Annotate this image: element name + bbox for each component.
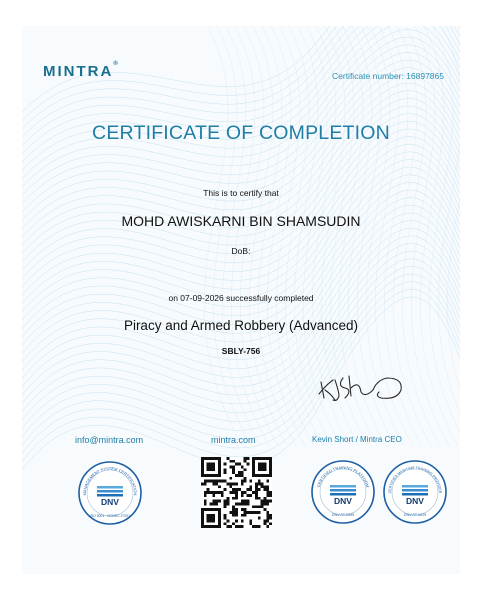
brand-logo: MINTRA®: [43, 61, 118, 80]
course-code: SBLY-756: [221, 346, 261, 356]
svg-text:DNV: DNV: [101, 497, 119, 507]
recipient-name: MOHD AWISKARNI BIN SHAMSUDIN: [121, 213, 361, 229]
svg-text:CERTIFIED TRAINING PLATFORM: CERTIFIED TRAINING PLATFORM: [315, 464, 371, 488]
certificate-number: Certificate number: 16897865: [332, 71, 444, 81]
website-link[interactable]: mintra.com: [211, 435, 256, 445]
signatory-name: Kevin Short / Mintra CEO: [312, 435, 402, 444]
svg-text:ISO 9001 · ISO/IEC 27001: ISO 9001 · ISO/IEC 27001: [89, 514, 131, 518]
certificate-title: CERTIFICATE OF COMPLETION: [92, 122, 390, 144]
svg-text:DNV: DNV: [334, 496, 352, 506]
dnv-training-platform-seal: [308, 457, 378, 527]
dnv-management-certification-seal: [75, 458, 145, 528]
certify-intro: This is to certify that: [203, 188, 279, 198]
svg-text:DNV-ST-0395: DNV-ST-0395: [331, 513, 355, 517]
course-name: Piracy and Armed Robbery (Advanced): [123, 318, 359, 333]
svg-text:MANAGEMENT SYSTEM CERTIFICATIO: MANAGEMENT SYSTEM CERTIFICATION: [81, 465, 139, 496]
svg-text:DNV: DNV: [406, 496, 424, 506]
certificate: [22, 26, 460, 574]
svg-text:CERTIFIED MARITIME TRAINING PR: CERTIFIED MARITIME TRAINING PROVIDER: [387, 465, 443, 494]
completion-statement: on 07-09-2026 successfully completed: [168, 293, 314, 303]
contact-email-link[interactable]: info@mintra.com: [75, 435, 144, 445]
svg-text:DNV-ST-0029: DNV-ST-0029: [403, 513, 427, 517]
qr-code-icon[interactable]: [201, 457, 272, 528]
dnv-maritime-training-seal: [380, 457, 450, 527]
dob-label: DoB:: [231, 246, 251, 256]
ceo-signature: [315, 372, 410, 404]
